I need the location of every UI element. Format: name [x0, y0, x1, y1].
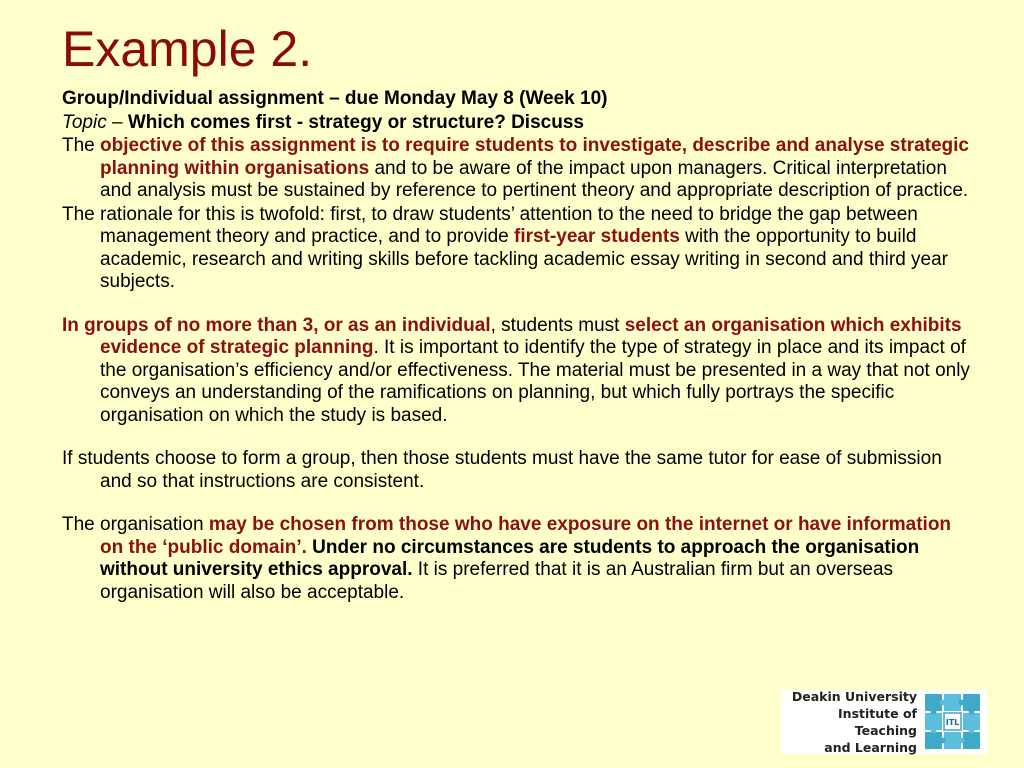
groups-highlight-1: In groups of no more than 3, or as an individual — [62, 314, 491, 336]
organisation-paragraph — [62, 514, 972, 604]
organisation-text-2: It is preferred that it is an Australian firm but an overseas organisation will also be acceptable. — [100, 559, 894, 603]
organisation-text-1: The organisation — [62, 514, 209, 535]
topic-dash: – — [106, 111, 128, 133]
topic-label: Topic — [62, 111, 107, 133]
rationale-paragraph — [62, 204, 972, 294]
groups-highlight-2: select an organisation which exhibits evidence of strategic planning — [100, 314, 962, 358]
organisation-highlight: may be chosen from those who have exposure on the internet or have information on the ‘public domain’. — [100, 514, 952, 558]
logo-text — [781, 688, 923, 756]
tutor-paragraph — [62, 448, 972, 493]
groups-text-1: , students must — [490, 314, 625, 336]
groups-text-2: . It is important to identify the type of strategy in place and its impact of the organisation’s efficiency and/or effectiveness. The material must be presented in a way that not only conveys an understanding of the ramifications on planning, but which fully portrays the specific organisation on which the study is based. — [100, 337, 970, 426]
logo-line-3: and Learning — [824, 740, 917, 755]
topic-line — [62, 112, 972, 135]
slide-body — [62, 88, 972, 605]
objective-paragraph — [62, 135, 972, 203]
objective-text-1: The — [62, 135, 101, 156]
slide-title: Example 2. — [62, 21, 313, 77]
puzzle-icon — [923, 692, 983, 752]
objective-text-2: and to be aware of the impact upon managers. Critical interpretation and analysis must be sustained by reference to pertinent theory and appropriate description of practice. — [100, 157, 969, 201]
tutor-text: If students choose to form a group, then those students must have the same tutor for ease of submission and so that instructions are consistent. — [62, 448, 942, 492]
rationale-text-1: The rationale for this is twofold: first, to draw students’ attention to the need to bridge the gap between management theory and practice, and to provide — [62, 203, 918, 247]
topic-text: Which comes first - strategy or structure? Discuss — [127, 111, 584, 133]
rationale-text-2: with the opportunity to build academic, research and writing skills before tackling academic essay writing in second and third year subjects. — [100, 226, 949, 292]
logo-line-2: Institute of Teaching — [838, 706, 917, 738]
rationale-highlight: first-year students — [514, 226, 680, 247]
groups-paragraph — [62, 315, 972, 428]
logo-line-1: Deakin University — [791, 689, 917, 704]
objective-highlight: objective of this assignment is to require students to investigate, describe and analyse strategic planning within organisations — [100, 135, 970, 179]
assignment-heading-text: Group/Individual assignment – due Monday May 8 (Week 10) — [62, 88, 608, 109]
organisation-ethics-warning: Under no circumstances are students to approach the organisation without university ethics approval. — [100, 536, 920, 580]
logo-mark: ITL — [945, 718, 960, 727]
deakin-itl-logo — [781, 690, 987, 754]
assignment-heading — [62, 88, 972, 111]
